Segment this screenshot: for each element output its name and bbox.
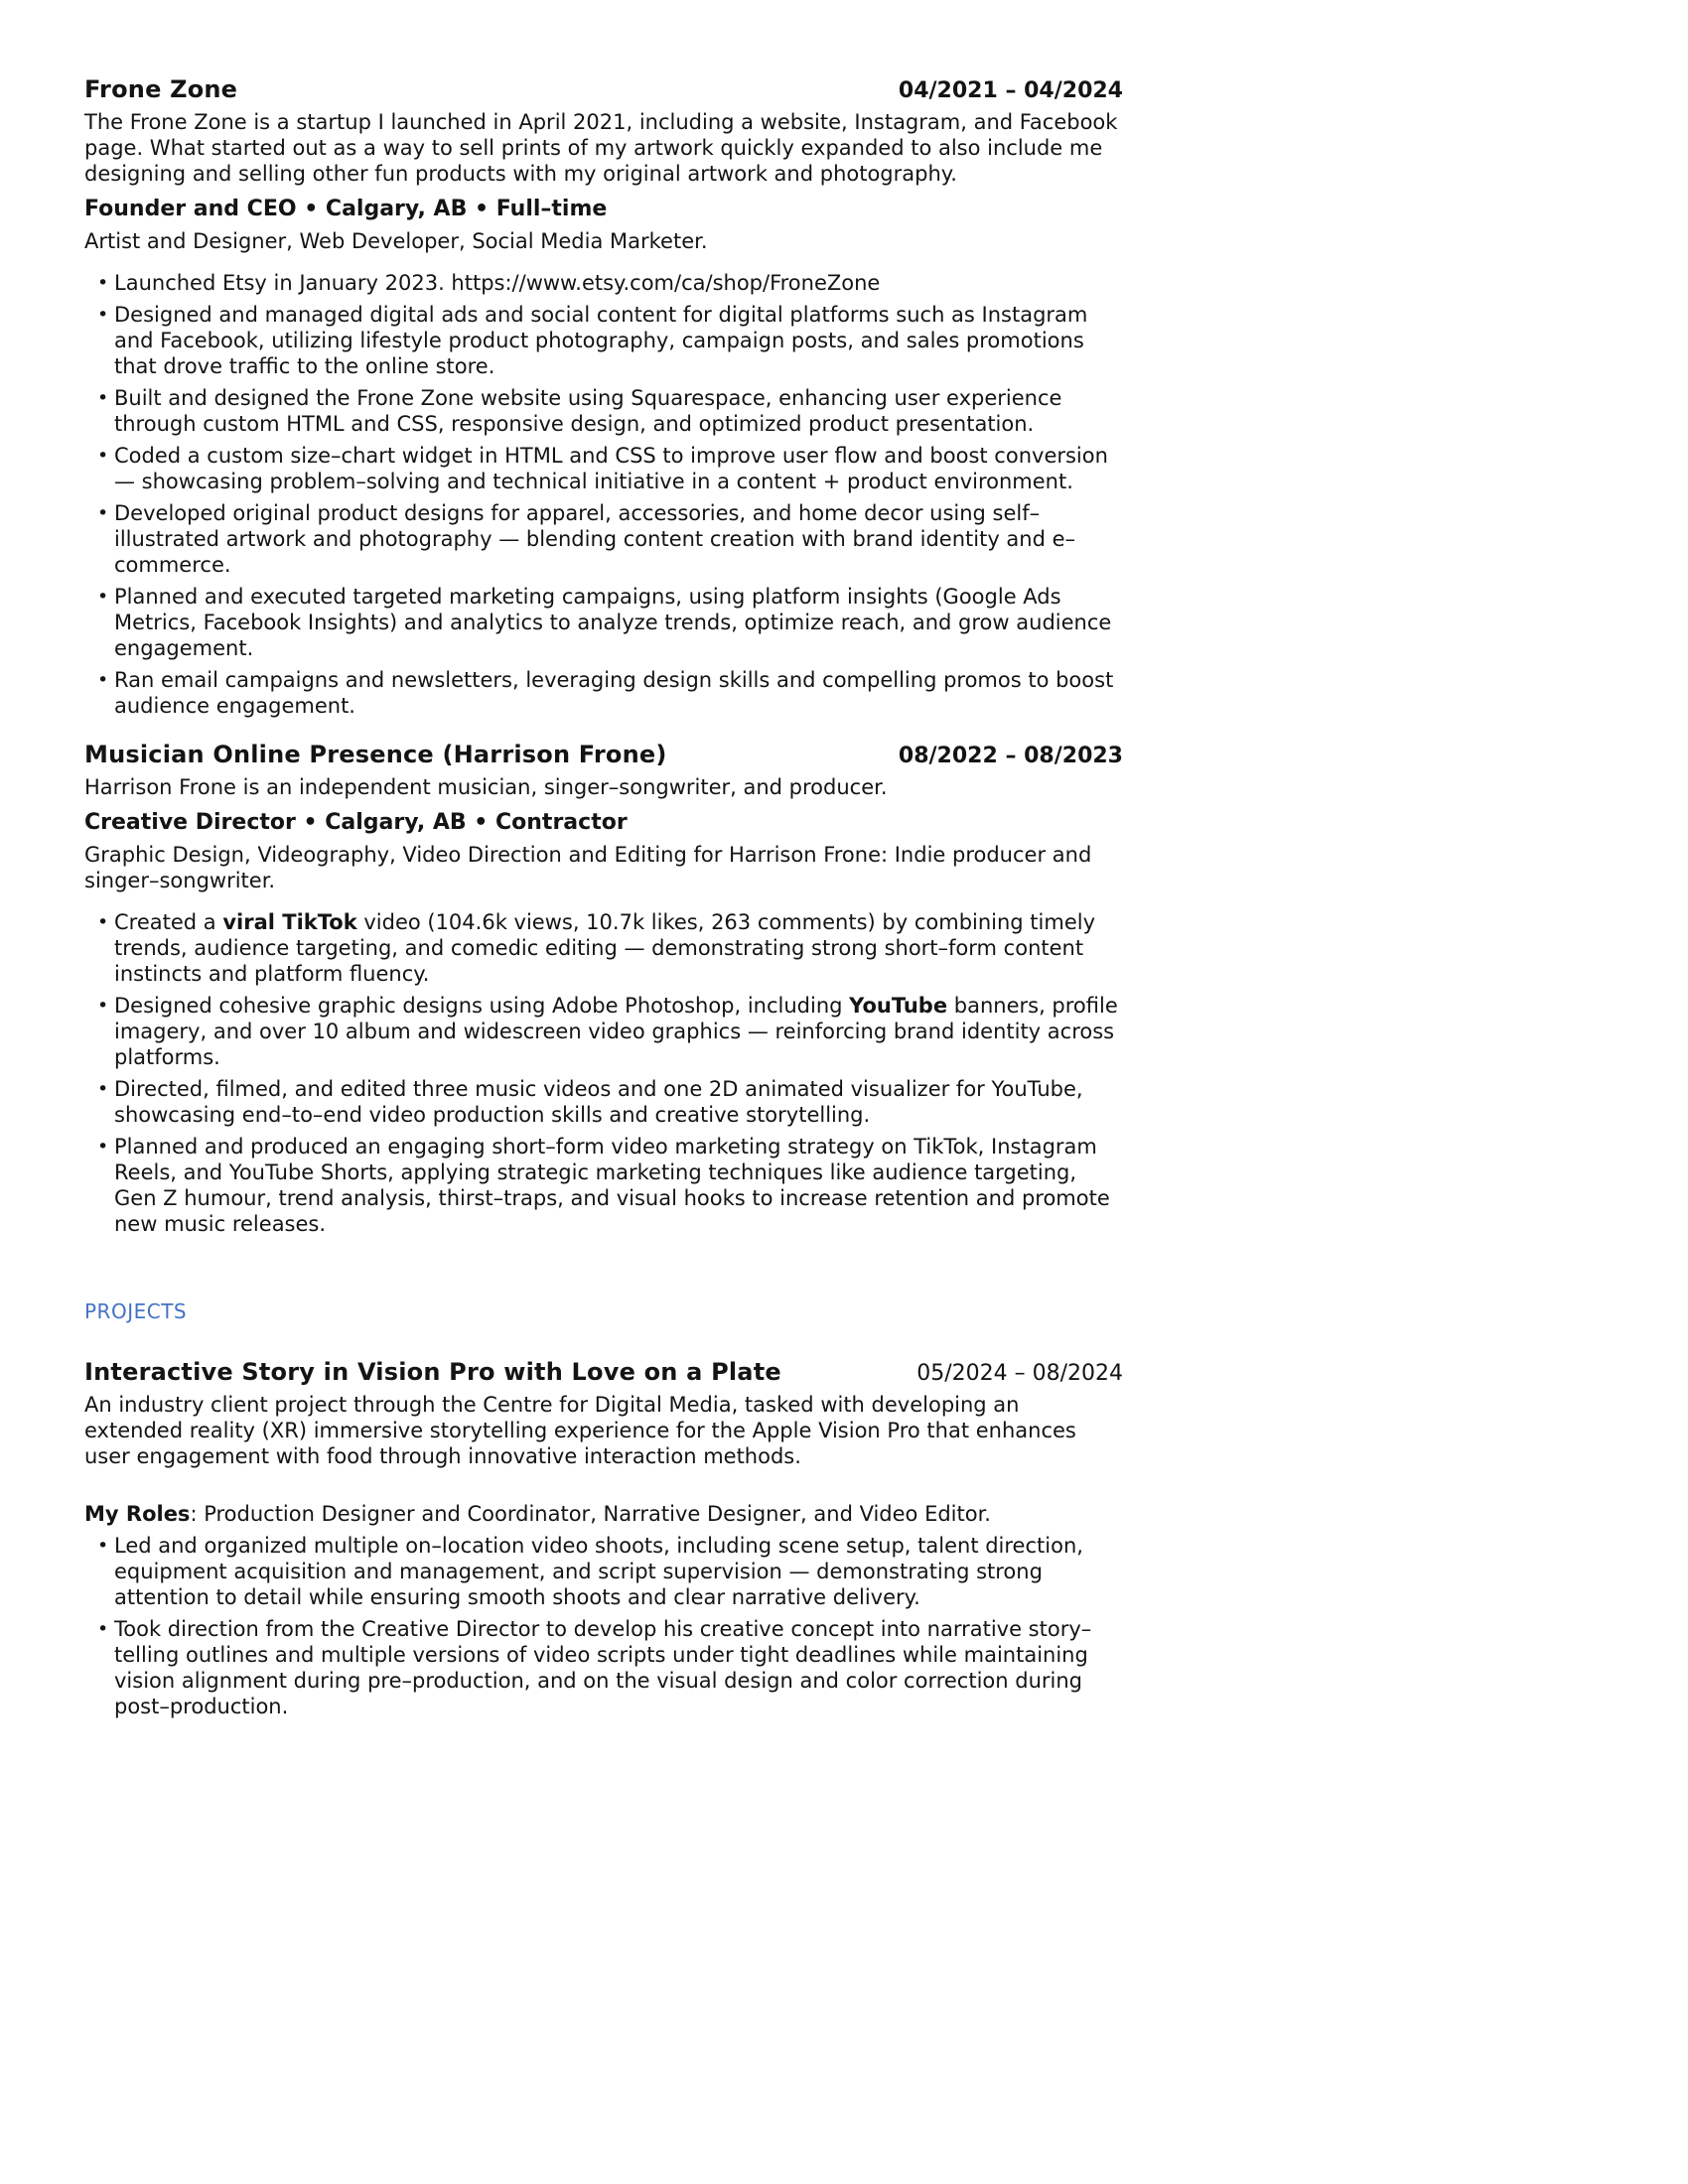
role-heading: Creative Director • Calgary, AB • Contractor xyxy=(84,810,628,835)
company-name: Musician Online Presence (Harrison Frone) xyxy=(84,741,667,768)
bullet-list xyxy=(84,1533,1123,1719)
date-range: 08/2022 – 08/2023 xyxy=(898,744,1123,768)
bullet-bold-segment: viral TikTok xyxy=(222,910,357,934)
company-heading-row xyxy=(84,741,1123,768)
company-summary: Harrison Frone is an independent musician, singer–songwriter, and producer. xyxy=(84,775,888,799)
project-title: Interactive Story in Vision Pro with Love on a Plate xyxy=(84,1358,781,1386)
bullet-item: • Directed, filmed, and edited three music videos and one 2D animated visualizer for YouTube, showcasing end–to–end video production skills and creative storytelling. xyxy=(114,1076,1123,1128)
bullet-text-segment: Designed cohesive graphic designs using Adobe Photoshop, including xyxy=(114,994,850,1018)
bullet-item: • Took direction from the Creative Director to develop his creative concept into narrative story–telling outlines and multiple versions of video scripts under tight deadlines while maintaining vision alignment during pre–production, and on the visual design and color correction during post–production. xyxy=(114,1616,1123,1719)
bullet-item: • Developed original product designs for apparel, accessories, and home decor using self–illustrated artwork and photography — blending content creation with brand identity and e–commerce. xyxy=(114,500,1123,578)
bullet-item: • Ran email campaigns and newsletters, leveraging design skills and compelling promos to boost audience engagement. xyxy=(114,667,1123,719)
bullet-item: • Coded a custom size–chart widget in HTML and CSS to improve user flow and boost conversion — showcasing problem–solving and technical initiative in a content + product environment. xyxy=(114,443,1123,494)
bullet-list xyxy=(84,270,1123,719)
company-summary: The Frone Zone is a startup I launched in April 2021, including a website, Instagram, and Facebook page. What started out as a way to sell prints of my artwork quickly expanded to also include me designing and selling other fun products with my original artwork and photography. xyxy=(84,110,1118,186)
bullet-item: • Built and designed the Frone Zone website using Squarespace, enhancing user experience through custom HTML and CSS, responsive design, and optimized product presentation. xyxy=(114,385,1123,437)
bullet-item: • Launched Etsy in January 2023. https://www.etsy.com/ca/shop/FroneZone xyxy=(114,270,1123,296)
date-range: 04/2021 – 04/2024 xyxy=(898,78,1123,103)
bullet-text-segment: Created a xyxy=(114,910,223,934)
experience-entry-musician-online-presence xyxy=(84,741,1123,1237)
bullet-item: • Planned and produced an engaging short–form video marketing strategy on TikTok, Instagram Reels, and YouTube Shorts, applying strategic marketing techniques like audience targeting, Gen Z humour, trend analysis, thirst–traps, and visual hooks to increase retention and promote new music releases. xyxy=(114,1134,1123,1237)
project-heading-row xyxy=(84,1358,1123,1386)
roles-text: : Production Designer and Coordinator, Narrative Designer, and Video Editor. xyxy=(190,1502,991,1526)
bullet-text-segment: banners, profile imagery, and over 10 album and widescreen video graphics — reinforcing brand identity across platforms. xyxy=(114,994,1118,1069)
bullet-item: • Designed and managed digital ads and social content for digital platforms such as Instagram and Facebook, utilizing lifestyle product photography, campaign posts, and sales promotions that drove traffic to the online store. xyxy=(114,302,1123,379)
company-name: Frone Zone xyxy=(84,75,238,103)
projects-section xyxy=(84,1298,1123,1719)
resume-content xyxy=(84,75,1123,1725)
project-date-range: 05/2024 – 08/2024 xyxy=(916,1361,1123,1386)
role-heading: Founder and CEO • Calgary, AB • Full–time xyxy=(84,197,608,221)
project-description: An industry client project through the Centre for Digital Media, tasked with developing an extended reality (XR) immersive storytelling experience for the Apple Vision Pro that enhances user engagement with food through innovative interaction methods. xyxy=(84,1393,1076,1468)
company-heading-row xyxy=(84,75,1123,103)
roles-label: My Roles xyxy=(84,1502,191,1526)
bullet-item xyxy=(114,993,1123,1070)
experience-entry-frone-zone xyxy=(84,75,1123,719)
bullet-text-segment: video (104.6k views, 10.7k likes, 263 comments) by combining timely trends, audience targeting, and comedic editing — demonstrating strong short–form content instincts and platform fluency. xyxy=(114,910,1096,986)
bullet-list xyxy=(84,909,1123,1237)
bullet-item: • Led and organized multiple on–location video shoots, including scene setup, talent direction, equipment acquisition and management, and script supervision — demonstrating strong attention to detail while ensuring smooth shoots and clear narrative delivery. xyxy=(114,1533,1123,1610)
bullet-bold-segment: YouTube xyxy=(849,994,948,1018)
role-subtitle: Artist and Designer, Web Developer, Social Media Marketer. xyxy=(84,229,708,253)
role-subtitle: Graphic Design, Videography, Video Direction and Editing for Harrison Frone: Indie producer and singer–songwriter. xyxy=(84,843,1092,892)
projects-section-header: PROJECTS xyxy=(84,1299,188,1323)
bullet-item: • Planned and executed targeted marketing campaigns, using platform insights (Google Ads Metrics, Facebook Insights) and analytics to analyze trends, optimize reach, and grow audience engagement. xyxy=(114,584,1123,661)
roles-line xyxy=(84,1501,1123,1527)
bullet-item xyxy=(114,909,1123,987)
